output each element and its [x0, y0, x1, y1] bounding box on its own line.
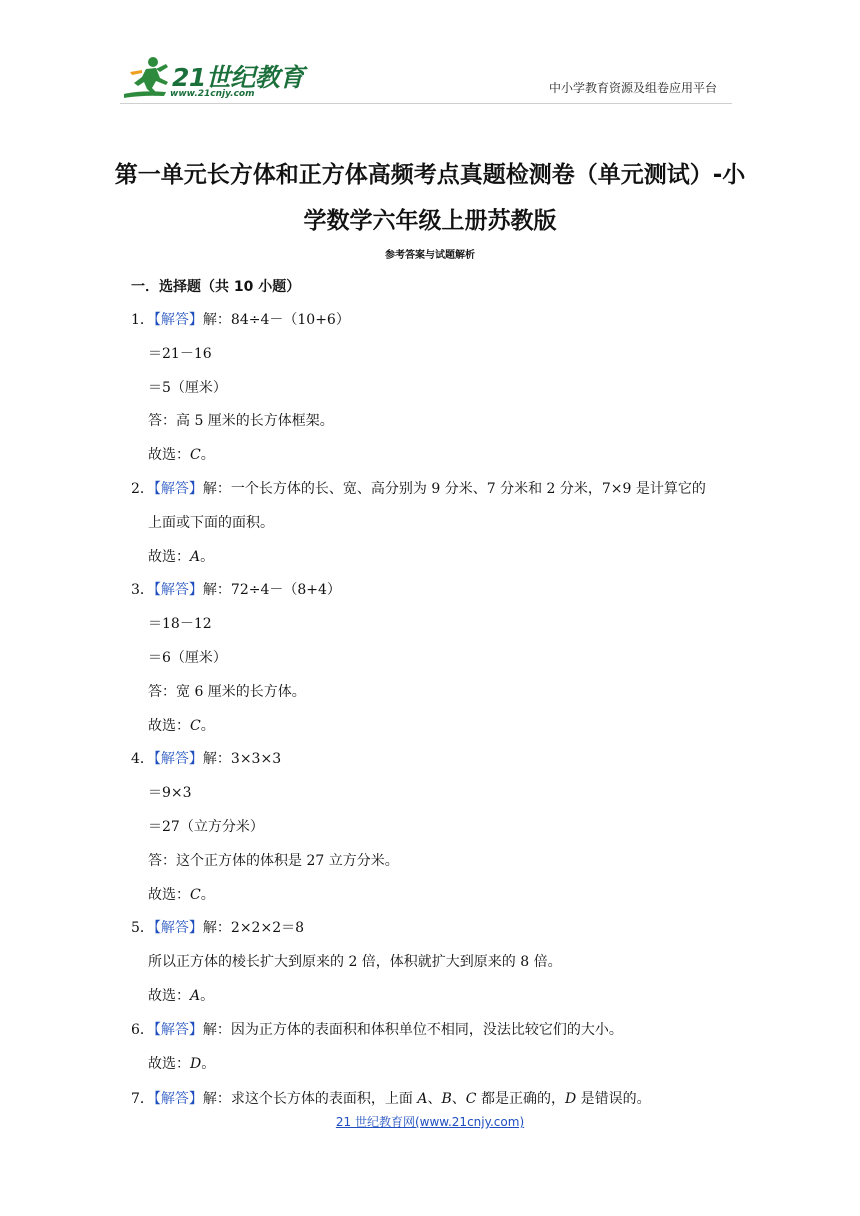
- item-number: 2．: [131, 481, 154, 497]
- choice-letter: C: [190, 447, 201, 464]
- document-subtitle: 参考答案与试题解析: [385, 250, 475, 261]
- choice-suffix: 。: [200, 548, 215, 565]
- choice-suffix: 。: [200, 447, 215, 464]
- item-number: 3．: [131, 582, 154, 599]
- answer-line: ＝21－16: [148, 345, 212, 362]
- answer-tag: 【解答】: [153, 920, 203, 937]
- answer-item-7: [131, 1088, 651, 1108]
- answer-line: 上面或下面的面积。: [148, 514, 274, 531]
- separator: 、: [451, 1091, 466, 1107]
- answer-choice: [148, 884, 215, 904]
- answer-choice: [148, 985, 214, 1005]
- answer-tag: 【解答】: [153, 481, 203, 497]
- answer-tag: 【解答】: [153, 751, 203, 768]
- answer-item-1: [131, 309, 350, 329]
- choice-prefix: 故选：: [148, 447, 190, 464]
- answer-tag: 【解答】: [153, 582, 203, 599]
- choice-prefix: 故选：: [148, 988, 190, 1004]
- answer-line: 答：宽 6 厘米的长方体。: [148, 683, 306, 700]
- answer-item-6: [131, 1019, 623, 1039]
- logo-url: www.21cnjy.com: [170, 89, 255, 99]
- answer-line: 答：这个正方体的体积是 27 立方分米。: [148, 852, 399, 869]
- answer-line: ＝6（厘米）: [148, 650, 227, 666]
- choice-prefix: 故选：: [148, 717, 190, 734]
- title-line-2: 学数学六年级上册苏教版: [303, 208, 557, 234]
- answer-line: ＝5（厘米）: [148, 379, 227, 396]
- item-number: 5．: [131, 920, 154, 937]
- answer-line: ＝18－12: [148, 616, 212, 633]
- choice-letter: A: [190, 548, 201, 565]
- answer-text: 都是正确的，: [476, 1091, 565, 1107]
- answer-line: ＝9×3: [148, 785, 192, 802]
- choice-prefix: 故选：: [148, 1055, 190, 1072]
- answer-item-5: [131, 917, 304, 937]
- item-number: 7．: [131, 1091, 154, 1107]
- page-header: [0, 0, 860, 120]
- answer-choice: [148, 1053, 215, 1073]
- choice-letter: C: [190, 717, 201, 734]
- logo-text: 21世纪教育: [172, 63, 304, 92]
- answer-item-4: [131, 748, 281, 768]
- answer-text: 解：3×3×3: [202, 751, 282, 768]
- option-d: D: [564, 1091, 577, 1107]
- item-number: 1．: [131, 312, 154, 328]
- choice-letter: D: [190, 1055, 202, 1072]
- answer-line: ＝27（立方分米）: [148, 819, 264, 835]
- separator: 、: [427, 1091, 442, 1107]
- section-heading: 一．选择题（共 10 小题）: [131, 279, 301, 295]
- answer-line: 答：高 5 厘米的长方体框架。: [148, 413, 334, 430]
- choice-suffix: 。: [200, 988, 215, 1004]
- title-line-1: 第一单元长方体和正方体高频考点真题检测卷（单元测试）-小: [114, 162, 746, 188]
- answer-tag: 【解答】: [153, 1091, 203, 1107]
- answer-choice: [148, 715, 215, 735]
- answer-text: 是错误的。: [576, 1091, 651, 1107]
- answer-item-3: [131, 579, 341, 599]
- answer-item-2: [131, 478, 706, 498]
- answer-line: 所以正方体的棱长扩大到原来的 2 倍，体积就扩大到原来的 8 倍。: [148, 954, 562, 971]
- answer-choice: [148, 444, 215, 464]
- answer-text: 解：2×2×2＝8: [202, 920, 305, 937]
- choice-suffix: 。: [200, 717, 215, 734]
- choice-prefix: 故选：: [148, 548, 190, 565]
- answer-tag: 【解答】: [153, 1021, 203, 1038]
- choice-suffix: 。: [201, 1055, 216, 1072]
- platform-label: 中小学教育资源及组卷应用平台: [549, 81, 718, 95]
- answer-text: 解：72÷4－（8+4）: [202, 582, 341, 599]
- item-number: 6．: [131, 1021, 154, 1038]
- answer-choice: [148, 546, 214, 566]
- choice-suffix: 。: [200, 886, 215, 903]
- option-b: B: [441, 1091, 452, 1107]
- answer-tag: 【解答】: [153, 312, 203, 328]
- choice-letter: A: [190, 988, 201, 1004]
- answer-text: 解：一个长方体的长、宽、高分别为 9 分米、7 分米和 2 分米，7×9 是计算它的: [202, 481, 706, 497]
- answer-text: 解：求这个长方体的表面积，上面: [202, 1091, 418, 1107]
- answer-text: 解：84÷4－（10+6）: [202, 312, 350, 328]
- item-number: 4．: [131, 751, 154, 768]
- document-title: [110, 152, 750, 244]
- option-a: A: [417, 1091, 428, 1107]
- option-c: C: [465, 1091, 477, 1107]
- footer-link[interactable]: 21 世纪教育网(www.21cnjy.com): [335, 1115, 525, 1129]
- answer-text: 解：因为正方体的表面积和体积单位不相同，没法比较它们的大小。: [202, 1021, 623, 1038]
- choice-letter: C: [190, 886, 201, 903]
- header-divider: [120, 103, 732, 104]
- choice-prefix: 故选：: [148, 886, 190, 903]
